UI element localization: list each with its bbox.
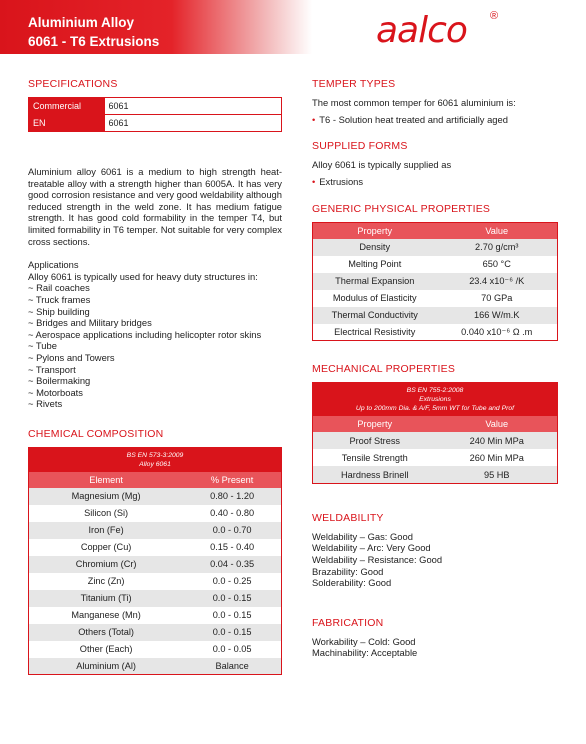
application-item: ~ Truck frames [28,293,91,305]
document-title [28,13,159,51]
element-name: Titanium (Ti) [29,590,184,607]
mechanical-row [313,449,558,466]
mechanical-name: Hardness Brinell [313,466,437,483]
spec-label: EN [29,115,105,132]
physical-title: GENERIC PHYSICAL PROPERTIES [312,203,491,216]
application-item: ~ Transport [28,363,76,375]
supplied-title: SUPPLIED FORMS [312,140,408,153]
element-row [29,539,282,556]
physical-col-value: Value [437,223,558,239]
physical-value: 70 GPa [437,290,558,307]
element-value: 0.0 - 0.70 [183,522,281,539]
mechanical-value: 95 HB [437,466,558,483]
weldability-line: Weldability – Gas: Good [312,530,413,542]
element-name: Copper (Cu) [29,539,184,556]
applications-intro: Alloy 6061 is typically used for heavy duty structures in: [28,270,258,282]
element-row [29,522,282,539]
application-item: ~ Rivets [28,398,63,410]
element-value: 0.15 - 0.40 [183,539,281,556]
mechanical-name: Proof Stress [313,432,437,449]
element-row [29,488,282,505]
spec-value: 6061 [105,115,282,132]
mechanical-table [312,382,558,484]
mechanical-value: 260 Min MPa [437,449,558,466]
mechanical-name: Tensile Strength [313,449,437,466]
element-name: Aluminium (Al) [29,658,184,675]
chemical-standard: BS EN 573-3:2009 [126,451,184,459]
fabrication-line: Machinability: Acceptable [312,647,418,659]
aalco-logo [376,8,506,54]
element-name: Chromium (Cr) [29,556,184,573]
physical-value: 166 W/m.K [437,307,558,324]
weldability-list [312,531,558,589]
physical-row [313,307,558,324]
application-item: ~ Aerospace applications including helicopter rotor skins [28,328,262,340]
application-item: ~ Rail coaches [28,282,90,294]
application-item: ~ Boilermaking [28,375,91,387]
element-row [29,641,282,658]
logo-text: aalco [376,10,467,51]
mechanical-form: Extrusions [419,396,451,404]
physical-name: Thermal Conductivity [313,307,437,324]
mechanical-col-property: Property [313,416,437,432]
physical-value: 2.70 g/cm³ [437,239,558,256]
element-value: 0.40 - 0.80 [183,505,281,522]
registered-mark: ® [490,10,499,22]
chemical-rows [29,488,282,675]
application-item: ~ Motorboats [28,386,83,398]
element-row [29,505,282,522]
fabrication-title: FABRICATION [312,616,384,629]
element-row [29,624,282,641]
element-value: 0.0 - 0.25 [183,573,281,590]
spec-row [29,115,282,132]
mechanical-row [313,466,558,483]
applications-block [28,259,282,410]
element-name: Silicon (Si) [29,505,184,522]
weldability-line: Solderability: Good [312,577,392,589]
supplied-intro: Alloy 6061 is typically supplied as [312,159,452,171]
element-name: Others (Total) [29,624,184,641]
weldability-title: WELDABILITY [312,511,384,524]
application-item: ~ Pylons and Towers [28,351,115,363]
temper-item: • T6 - Solution heat treated and artificially aged [312,114,558,126]
element-value: 0.0 - 0.15 [183,590,281,607]
physical-rows [313,239,558,341]
element-name: Other (Each) [29,641,184,658]
applications-heading: Applications [28,259,79,271]
specifications-table [28,97,282,132]
weldability-line: Weldability – Resistance: Good [312,554,443,566]
element-row [29,607,282,624]
physical-name: Modulus of Elasticity [313,290,437,307]
element-name: Manganese (Mn) [29,607,184,624]
element-name: Iron (Fe) [29,522,184,539]
physical-name: Electrical Resistivity [313,324,437,341]
mechanical-rows [313,432,558,483]
spec-value: 6061 [108,101,129,111]
specifications-title: SPECIFICATIONS [28,78,118,90]
title-line-2: 6061 - T6 Extrusions [28,34,160,49]
mechanical-standard: BS EN 755-2:2008 [406,387,464,395]
physical-value: 23.4 x10⁻⁶ /K [437,273,558,290]
chemical-col-present: % Present [183,472,281,488]
weldability-line: Weldability – Arc: Very Good [312,542,431,554]
temper-intro: The most common temper for 6061 aluminium is: [312,97,516,108]
weldability-line: Brazability: Good [312,565,384,577]
physical-row [313,239,558,256]
application-item: ~ Bridges and Military bridges [28,317,152,329]
physical-name: Melting Point [313,256,437,273]
physical-name: Density [313,239,437,256]
fabrication-list [312,636,558,659]
element-value: 0.0 - 0.15 [183,607,281,624]
applications-list [28,282,282,410]
mechanical-size-range: Up to 200mm Dia. & A/F, 5mm WT for Tube and Prof [355,405,515,413]
element-value: 0.04 - 0.35 [183,556,281,573]
chemical-table [28,447,282,676]
mechanical-row [313,432,558,449]
spec-row [29,98,282,115]
chemical-col-element: Element [29,472,184,488]
chemical-caption [29,447,282,472]
element-value: 0.0 - 0.05 [183,641,281,658]
element-value: 0.80 - 1.20 [183,488,281,505]
physical-col-property: Property [313,223,437,239]
mechanical-caption [313,383,558,417]
physical-row [313,290,558,307]
element-name: Zinc (Zn) [29,573,184,590]
element-row [29,590,282,607]
mechanical-col-value: Value [437,416,558,432]
physical-table [312,222,558,341]
title-line-1: Aluminium Alloy [28,15,135,30]
element-row [29,658,282,675]
physical-row [313,256,558,273]
physical-value: 0.040 x10⁻⁶ Ω .m [437,324,558,341]
spec-label: Commercial [29,98,105,115]
element-row [29,573,282,590]
element-row [29,556,282,573]
left-column [28,78,282,675]
temper-title: TEMPER TYPES [312,78,396,90]
physical-row [313,324,558,341]
element-value: Balance [183,658,281,675]
chemical-alloy: Alloy 6061 [139,460,171,468]
mechanical-title: MECHANICAL PROPERTIES [312,363,456,376]
application-item: ~ Tube [28,340,57,352]
physical-value: 650 °C [437,256,558,273]
description-paragraph: Aluminium alloy 6061 is a medium to high strength heat-treatable alloy with a strength higher than 6005A. It has very good corrosion resistance and very good weldability although reduced strength in the weld zone. It has medium fatigue strength. It has good cold formability in the temper T4, but limited formability in T6 temper. Not suitable for very complex cross sections. [28,166,282,247]
chemical-title: CHEMICAL COMPOSITION [28,427,164,440]
element-name: Magnesium (Mg) [29,488,184,505]
application-item: ~ Ship building [28,305,90,317]
element-value: 0.0 - 0.15 [183,624,281,641]
right-column [312,78,558,659]
physical-name: Thermal Expansion [313,273,437,290]
mechanical-value: 240 Min MPa [437,432,558,449]
supplied-item: • Extrusions [312,176,558,188]
fabrication-line: Workability – Cold: Good [312,635,416,647]
physical-row [313,273,558,290]
